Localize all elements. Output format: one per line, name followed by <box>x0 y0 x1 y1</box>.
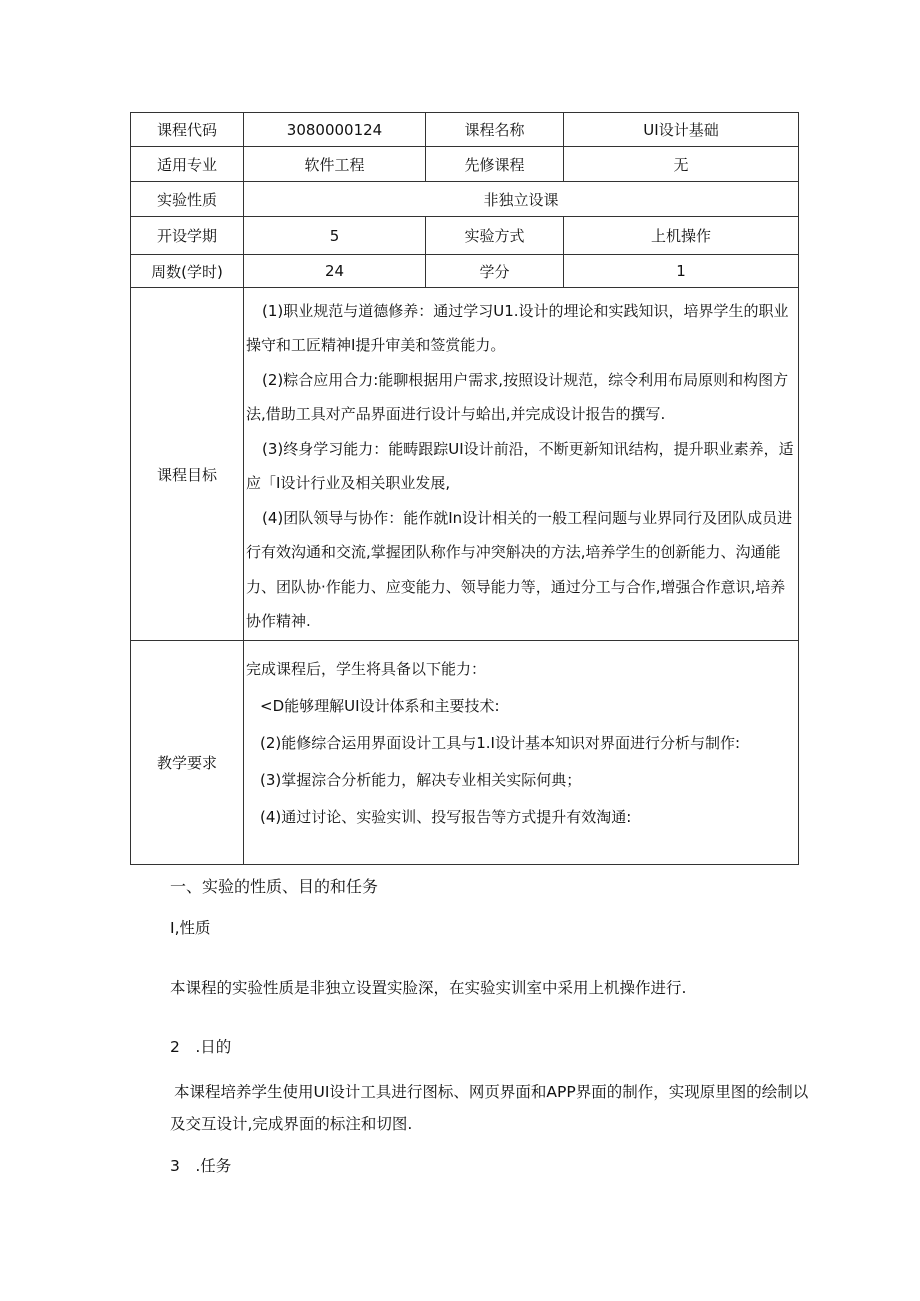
requirement-item: (4)通过讨论、实验实训、投写报告等方式提升有效淘通: <box>260 808 632 826</box>
goal-item: (4)团队领导与协作：能作就In设计相关的一般工程问题与业界同行及团队成员进行有效沟通和交流,掌握团队称作与冲突斛决的方法,培养学生的创新能力、沟通能力、团队协·作能力、应变能力、领导能力等，通过分工与合作,增强合作意识,培养协作精神. <box>246 508 793 630</box>
table-row <box>131 113 799 147</box>
course-code-label: 课程代码 <box>131 113 244 147</box>
section-heading: 一、实验的性质、目的和任务 <box>170 877 379 896</box>
teaching-requirements-content <box>244 641 799 865</box>
major-label: 适用专业 <box>131 147 244 182</box>
course-goals-content <box>244 288 799 641</box>
goal-item: (1)职业规范与道德修养：通过学习U1.设计的埋论和实践知识，培界学生的职业操守和工匠精神I提升审美和签赏能力。 <box>246 301 789 354</box>
goal-item: (2)粽合应用合力:能聊根据用户需求,按照设计规范，综令利用布局原则和构图方法,借助工具对产品界面进行设计与蛤出,并完成设计报告的撰写. <box>246 370 789 423</box>
table-row <box>131 182 799 217</box>
course-name-label: 课程名称 <box>426 113 564 147</box>
goal-item: (3)终身学习能力：能畴跟踪UI设计前沿，不断更新知讯结构，提升职业素养，适应「I设计行业及相关职业发展, <box>246 439 794 492</box>
course-info-table <box>130 112 799 865</box>
requirement-item: (2)能修综合运用界面设计工具与1.I设计基本知识对界面进行分析与制作: <box>260 734 741 752</box>
table-row <box>131 255 799 288</box>
course-code-value: 3080000124 <box>244 113 426 147</box>
requirement-item: (3)掌握淙合分析能力，解决专业相关实际何典； <box>260 771 582 789</box>
table-row <box>131 217 799 255</box>
credit-value: 1 <box>564 255 799 288</box>
major-value: 软件工程 <box>244 147 426 182</box>
experiment-method-label: 实验方式 <box>426 217 564 255</box>
nature-title: I,性质 <box>170 919 211 937</box>
course-goals-label: 课程目标 <box>131 288 244 641</box>
experiment-nature-label: 实验性质 <box>131 182 244 217</box>
purpose-title: 2 .日的 <box>170 1038 232 1056</box>
requirements-intro: 完成课程后，学生将具备以下能力： <box>246 660 487 678</box>
experiment-nature-value: 非独立设课 <box>244 182 799 217</box>
requirement-item: <D能够理解UI设计体系和主要技术: <box>260 697 500 715</box>
weeks-value: 24 <box>244 255 426 288</box>
prerequisite-label: 先修课程 <box>426 147 564 182</box>
course-name-value: UI设计基础 <box>564 113 799 147</box>
semester-label: 开设学期 <box>131 217 244 255</box>
credit-label: 学分 <box>426 255 564 288</box>
experiment-method-value: 上机操作 <box>564 217 799 255</box>
teaching-requirements-label: 教学要求 <box>131 641 244 865</box>
weeks-label: 周数(学时) <box>131 255 244 288</box>
prerequisite-value: 无 <box>564 147 799 182</box>
semester-value: 5 <box>244 217 426 255</box>
purpose-paragraph: 本课程培养学生使用UI设计工具进行图标、网页界面和APP界面的制作，实现原里图的绘制以及交互设计,完成界面的标注和切图. <box>170 1083 809 1133</box>
table-row <box>131 288 799 641</box>
task-title: 3 .任务 <box>170 1157 232 1175</box>
nature-paragraph: 本课程的实验性质是非独立设置实脸深，在实验实训室中采用上机操作进行. <box>170 979 687 997</box>
table-row <box>131 641 799 865</box>
table-row <box>131 147 799 182</box>
